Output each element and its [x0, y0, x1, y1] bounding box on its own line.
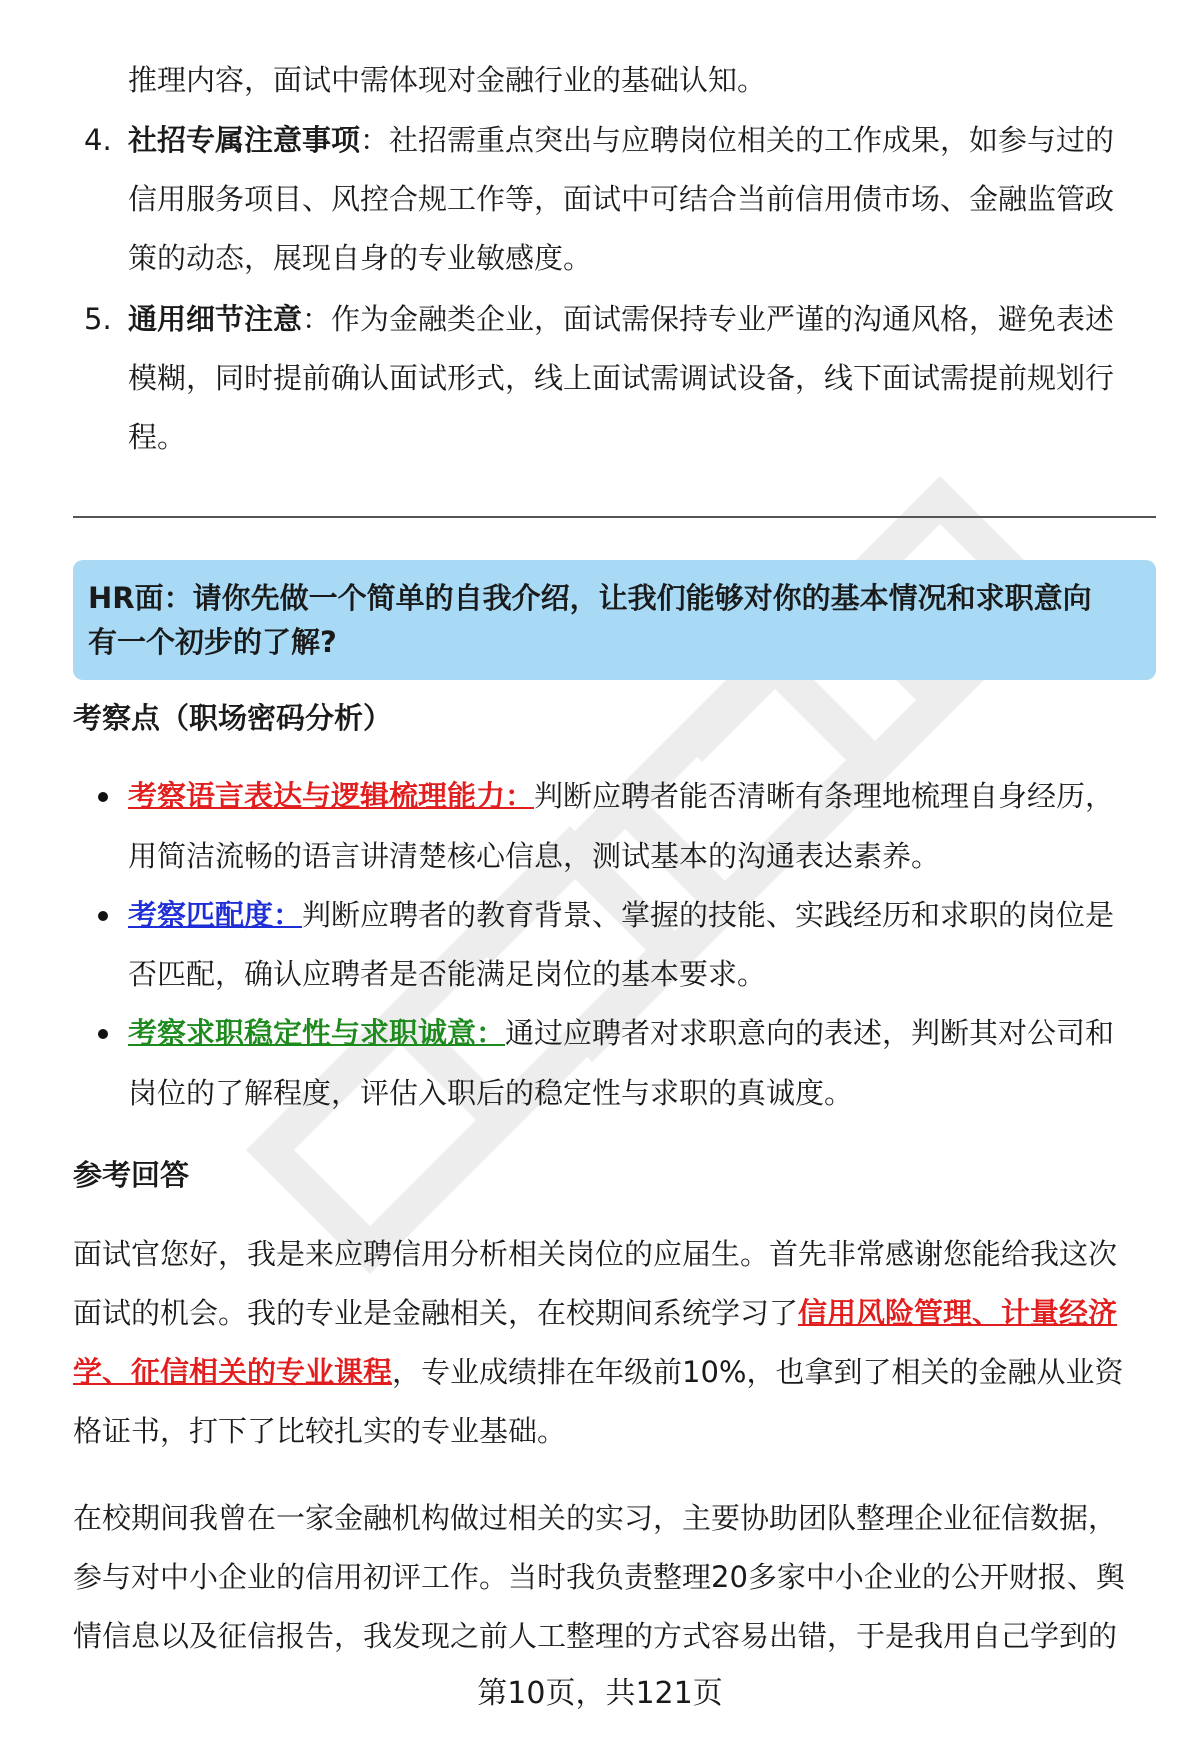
list-item-5-line2: 模糊，同时提前确认面试形式，线上面试需调试设备，线下面试需提前规划行 [128, 361, 1115, 395]
answer-highlight-courses-cont: 学、征信相关的专业课程 [73, 1355, 393, 1389]
analysis-point-3-label: 考察求职稳定性与求职诚意： [128, 1016, 506, 1050]
page-number: 第10页，共121页 [477, 1676, 723, 1711]
list-item-5-line3: 程。 [128, 420, 187, 454]
answer-p1-line3 [73, 1354, 1123, 1390]
answer-highlight-courses: 信用风险管理、计量经济 [798, 1296, 1118, 1330]
answer-p1-line2 [73, 1295, 1117, 1331]
list-item-4-line1 [128, 122, 1114, 158]
analysis-point-3-text: 通过应聘者对求职意向的表述，判断其对公司和 [505, 1016, 1115, 1050]
question-box [73, 560, 1156, 680]
answer-p2-line2: 参与对中小企业的信用初评工作。当时我负责整理20多家中小企业的公开财报、舆 [73, 1560, 1125, 1594]
answer-p1-line4: 格证书，打下了比较扎实的专业基础。 [73, 1414, 567, 1448]
answer-p2-line3: 情信息以及征信报告，我发现之前人工整理的方式容易出错，于是我用自己学到的 [73, 1619, 1118, 1653]
analysis-point-1-text: 判断应聘者能否清晰有条理地梳理自身经历， [534, 779, 1115, 813]
analysis-point-2-text: 判断应聘者的教育背景、掌握的技能、实践经历和求职的岗位是 [302, 898, 1115, 932]
list-item-4-line3: 策的动态，展现自身的专业敏感度。 [128, 241, 593, 275]
list-item-4-line2: 信用服务项目、风控合规工作等，面试中可结合当前信用债市场、金融监管政 [128, 182, 1115, 216]
list-item-4-title: 社招专属注意事项 [128, 123, 361, 157]
answer-p1-line1: 面试官您好，我是来应聘信用分析相关岗位的应届生。首先非常感谢您能给我这次 [73, 1237, 1118, 1271]
analysis-point-1-line2: 用简洁流畅的语言讲清楚核心信息，测试基本的沟通表达素养。 [128, 839, 941, 873]
list-item-5-line1 [128, 301, 1114, 337]
list-item-5-text: ：作为金融类企业，面试需保持专业严谨的沟通风格，避免表述 [302, 302, 1115, 336]
analysis-point-2-label: 考察匹配度： [128, 898, 303, 932]
answer-p1-line2-text: 面试的机会。我的专业是金融相关，在校期间系统学习了 [73, 1296, 799, 1330]
answer-p2-line1: 在校期间我曾在一家金融机构做过相关的实习，主要协助团队整理企业征信数据， [73, 1501, 1118, 1535]
analysis-point-1-line1 [128, 778, 1114, 814]
answer-p1-line3-text: ，专业成绩排在年级前10%，也拿到了相关的金融从业资 [392, 1355, 1124, 1389]
question-line1: HR面：请你先做一个简单的自我介绍，让我们能够对你的基本情况和求职意向 [88, 581, 1092, 615]
bullet-dot [98, 911, 108, 921]
list-number-4: 4. [84, 123, 112, 157]
section-divider [73, 516, 1156, 518]
list-number-5: 5. [84, 302, 112, 336]
analysis-point-2-line2: 否匹配，确认应聘者是否能满足岗位的基本要求。 [128, 957, 767, 991]
list-item-4-text: ：社招需重点突出与应聘岗位相关的工作成果，如参与过的 [360, 123, 1115, 157]
analysis-point-3-line2: 岗位的了解程度，评估入职后的稳定性与求职的真诚度。 [128, 1076, 854, 1110]
bullet-dot [98, 1029, 108, 1039]
list-continuation-text: 推理内容，面试中需体现对金融行业的基础认知。 [128, 63, 767, 97]
analysis-point-3-line1 [128, 1015, 1114, 1051]
question-line2: 有一个初步的了解? [88, 625, 337, 659]
analysis-point-1-label: 考察语言表达与逻辑梳理能力： [128, 779, 535, 813]
list-item-5-title: 通用细节注意 [128, 302, 303, 336]
bullet-dot [98, 792, 108, 802]
answer-heading: 参考回答 [73, 1158, 190, 1192]
analysis-point-2-line1 [128, 897, 1114, 933]
analysis-heading: 考察点（职场密码分析） [73, 701, 393, 735]
